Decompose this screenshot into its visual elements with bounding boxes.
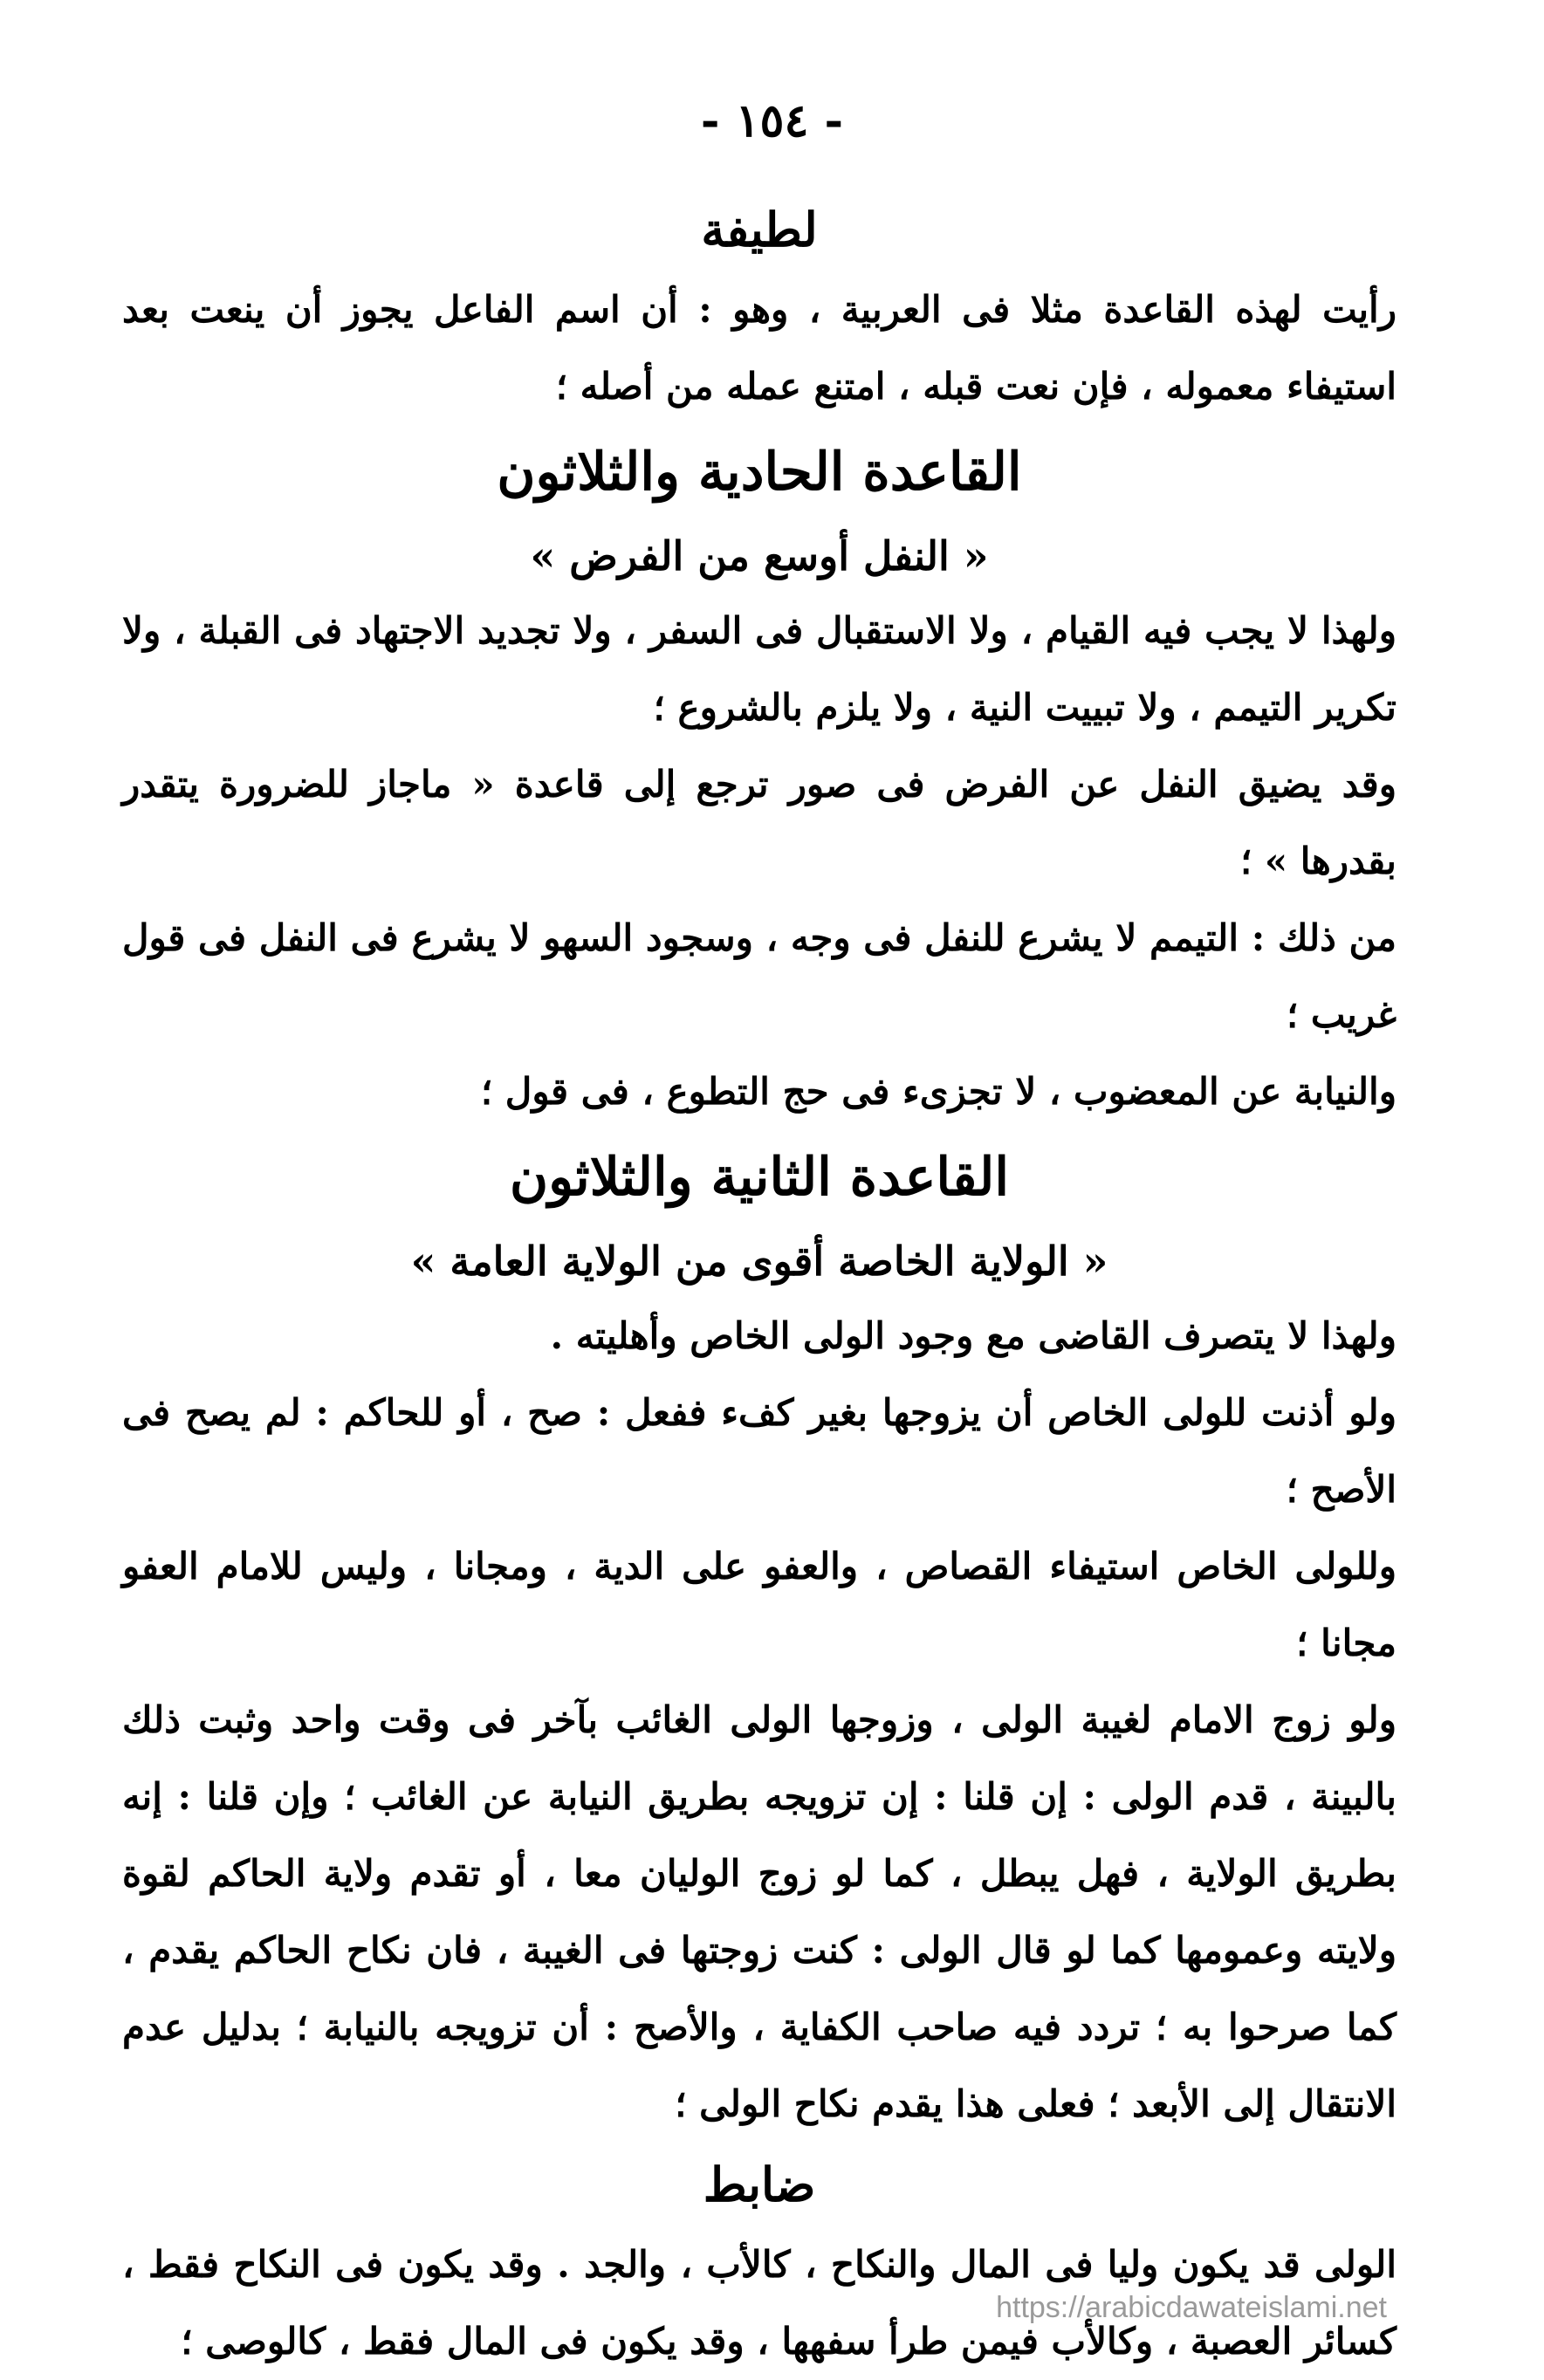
rule-32-heading: القاعدة الثانية والثلاثون [510,1147,1009,1208]
rule-32-statement: « الولاية الخاصة أقوى من الولاية العامة » [410,1238,1108,1285]
paragraph: ولهذا لا يجب فيه القيام ، ولا الاستقبال فى السفر ، ولا تجديد الاجتهاد فى القبلة ، ولا تكرير التيمم ، ولا تبييت النية ، ولا يلزم بالشروع ؛ [122,609,1396,729]
paragraph: ولو أذنت للولى الخاص أن يزوجها بغير كفء ففعل : صح ، أو للحاكم : لم يصح فى الأصح ؛ [122,1391,1396,1511]
section-heading-latifa: لطيفة [701,202,818,257]
paragraph: الولى قد يكون وليا فى المال والنكاح ، كالأب ، والجد . وقد يكون فى النكاح فقط ، كسائر العصبة ، وكالأب فيمن طرأ سفهها ، وقد يكون فى المال فقط ، كالوصى ؛ [122,2243,1396,2363]
paragraph: وللولى الخاص استيفاء القصاص ، والعفو على الدية ، ومجانا ، وليس للامام العفو مجانا ؛ [122,1545,1396,1664]
paragraph: من ذلك : التيمم لا يشرع للنفل فى وجه ، وسجود السهو لا يشرع فى النفل فى قول غريب ؛ [122,916,1396,1036]
paragraph: وقد يضيق النفل عن الفرض فى صور ترجع إلى قاعدة « ماجاز للضرورة يتقدر بقدرها » ؛ [122,763,1396,882]
rule-31-statement: « النفل أوسع من الفرض » [530,532,989,580]
paragraph: رأيت لهذه القاعدة مثلا فى العربية ، وهو : أن اسم الفاعل يجوز أن ينعت بعد استيفاء معموله ، فإن نعت قبله ، امتنع عمله من أصله ؛ [122,288,1396,408]
page-body [122,188,1396,2380]
watermark-url: https://arabicdawateislami.net [996,2291,1387,2324]
paragraph: ولهذا لا يتصرف القاضى مع وجود الولى الخاص وأهليته . [550,1314,1396,1357]
paragraph: ولو زوج الامام لغيبة الولى ، وزوجها الولى الغائب بآخر فى وقت واحد وثبت ذلك بالبينة ، قدم الولى : إن قلنا : إن تزويجه بطريق النيابة عن الغائب ؛ وإن قلنا : إنه بطريق الولاية ، فهل يبطل ، كما لو زوج الوليان معا ، أو تقدم ولاية الحاكم لقوة ولايته وعمومها كما لو قال الولى : كنت زوجتها فى الغيبة ، فان نكاح الحاكم يقدم ، كما صرحوا به ؛ تردد فيه صاحب الكفاية ، والأصح : أن تزويجه بالنيابة ؛ بدليل عدم الانتقال إلى الأبعد ؛ فعلى هذا يقدم نكاح الولى ؛ [122,1698,1396,2125]
paragraph: والنيابة عن المعضوب ، لا تجزىء فى حج التطوع ، فى قول ؛ [480,1070,1396,1113]
page-number: - ١٥٤ - [700,94,844,147]
section-heading-dabit: ضابط [703,2157,816,2212]
rule-31-heading: القاعدة الحادية والثلاثون [497,442,1022,503]
